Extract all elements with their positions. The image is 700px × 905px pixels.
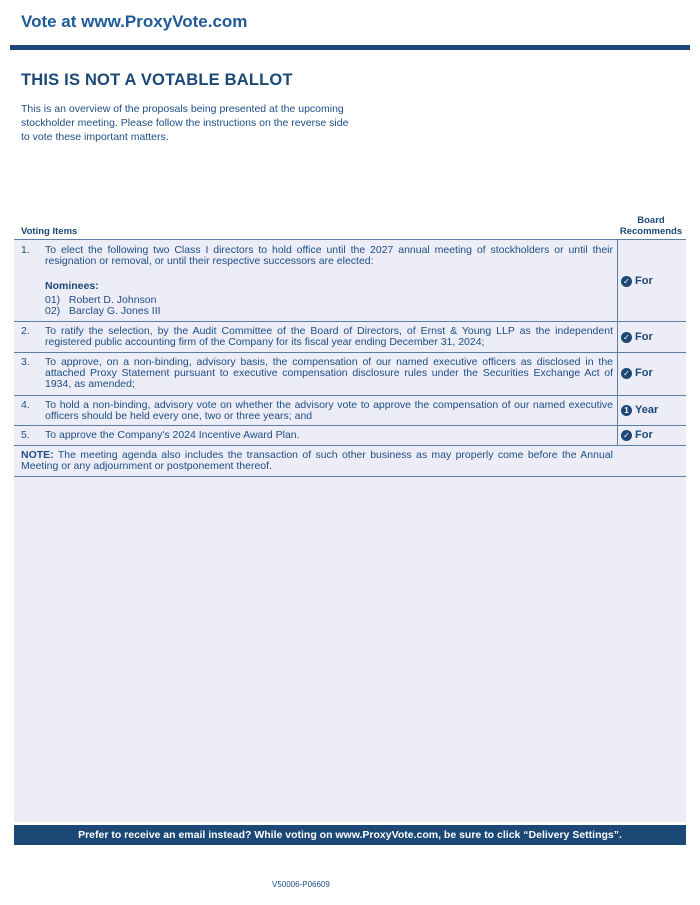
voting-item-3: [14, 353, 686, 396]
voting-items-header: Voting Items: [21, 226, 78, 237]
page-title: THIS IS NOT A VOTABLE BALLOT: [21, 71, 293, 89]
nominee-list: [45, 295, 161, 317]
board-recommends-header: [616, 215, 686, 237]
check-icon: ✓: [621, 430, 632, 441]
recommendation-divider: [617, 426, 618, 445]
item-number: 1.: [21, 244, 30, 256]
note-row: [14, 446, 686, 477]
recommendation-divider: [617, 353, 618, 395]
intro-text: This is an overview of the proposals being presented at the upcoming stockholder meeting. Please follow the instructions on the reverse side to vote these important matters.: [21, 103, 349, 143]
recommendation-divider: [617, 322, 618, 352]
check-icon: ✓: [621, 368, 632, 379]
item-number: 3.: [21, 356, 30, 368]
check-icon: ✓: [621, 276, 632, 287]
recommendation-label: For: [635, 275, 653, 287]
header-divider: [10, 45, 690, 50]
nominee-1: 01) Robert D. Johnson: [45, 294, 157, 306]
recommendation-label: For: [635, 331, 653, 343]
item-number: 4.: [21, 399, 30, 411]
voting-item-2: [14, 322, 686, 353]
recommendation-divider: [617, 396, 618, 425]
recommendation-label: For: [635, 429, 653, 441]
board-recommends-line2: Recommends: [619, 226, 683, 237]
recommendation: [621, 275, 653, 287]
recommendation: [621, 404, 658, 416]
recommendation: [621, 429, 653, 441]
email-delivery-banner: Prefer to receive an email instead? While voting on www.ProxyVote.com, be sure to click “Delivery Settings”.: [14, 825, 686, 845]
recommendation-label: Year: [635, 404, 659, 416]
recommendation-label: For: [635, 367, 653, 379]
proxyvote-link[interactable]: Vote at www.ProxyVote.com: [21, 12, 248, 31]
item-text: To approve, on a non-binding, advisory basis, the compensation of our named executive officers as disclosed in the attached Proxy Statement pursuant to executive compensation disclosure rules under the Securities Exchange Act of 1934, as amended;: [45, 356, 613, 390]
item-number: 2.: [21, 325, 30, 337]
document-code: V50006-P06609: [272, 880, 330, 889]
note-body: The meeting agenda also includes the transaction of such other business as may properly come before the Annual Meeting or any adjournment or postponement thereof.: [21, 449, 613, 472]
item-text: To elect the following two Class I directors to hold office until the 2027 annual meeting of stockholders or until their resignation or removal, or until their respective successors are elected:: [45, 244, 613, 267]
voting-item-4: [14, 396, 686, 426]
board-recommends-line1: Board: [637, 215, 665, 226]
voting-item-5: [14, 426, 686, 446]
voting-items-panel: [14, 239, 686, 822]
item-text: To ratify the selection, by the Audit Committee of the Board of Directors, of Ernst & Young LLP as the independent registered public accounting firm of the Company for its fiscal year ending December 31, 2024;: [45, 325, 613, 348]
recommendation: [621, 367, 653, 379]
number-one-icon: 1: [621, 405, 632, 416]
item-text: To hold a non-binding, advisory vote on whether the advisory vote to approve the compensation of our named executive officers should be held every one, two or three years; and: [45, 399, 613, 422]
voting-item-1: [14, 240, 686, 322]
item-number: 5.: [21, 429, 30, 441]
nominee-2: 02) Barclay G. Jones III: [45, 305, 161, 317]
recommendation: [621, 331, 653, 343]
item-text: To approve the Company's 2024 Incentive Award Plan.: [45, 429, 300, 441]
recommendation-divider: [617, 240, 618, 321]
check-icon: ✓: [621, 332, 632, 343]
note-text: [21, 450, 613, 472]
note-label: NOTE:: [21, 449, 54, 461]
nominees-label: Nominees:: [45, 280, 99, 292]
